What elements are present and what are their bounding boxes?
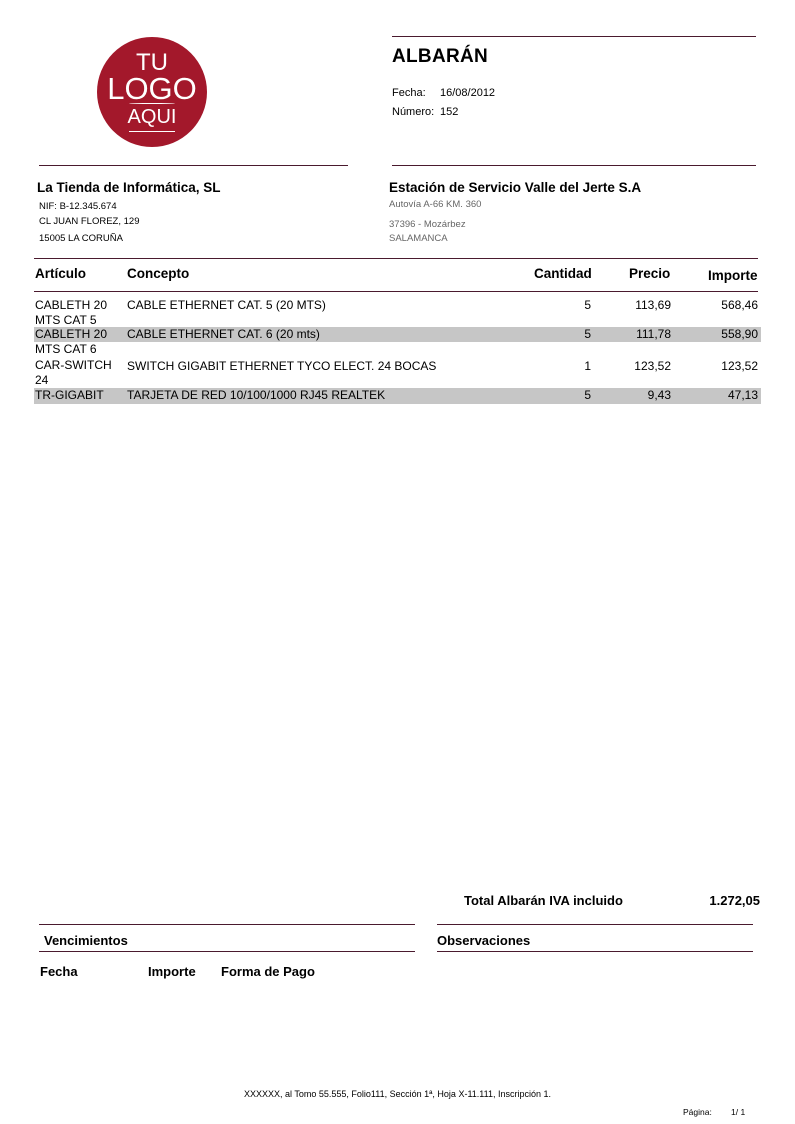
- col-header-cantidad: Cantidad: [534, 266, 592, 281]
- cell-concepto: CABLE ETHERNET CAT. 6 (20 mts): [127, 327, 320, 341]
- col-header-concepto: Concepto: [127, 266, 190, 281]
- total-label: Total Albarán IVA incluido: [464, 893, 623, 908]
- seller-name: La Tienda de Informática, SL: [37, 180, 221, 195]
- cell-articulo: CABLETH 20 MTS CAT 5: [35, 298, 108, 327]
- cell-concepto: CABLE ETHERNET CAT. 5 (20 MTS): [127, 298, 326, 312]
- logo-divider-bottom: [129, 131, 175, 132]
- cell-importe: 123,52: [721, 359, 758, 373]
- vencimientos-col-importe: Importe: [148, 964, 196, 979]
- customer-address: Autovía A-66 KM. 360: [389, 199, 482, 210]
- vencimientos-top-rule: [39, 924, 415, 925]
- vencimientos-bottom-rule: [39, 951, 415, 952]
- vencimientos-col-fecha: Fecha: [40, 964, 78, 979]
- company-logo: [97, 37, 207, 147]
- cell-importe: 47,13: [727, 388, 758, 402]
- registry-footer: XXXXXX, al Tomo 55.555, Folio111, Sección 1ª, Hoja X-11.111, Inscripción 1.: [243, 1089, 551, 1099]
- observaciones-top-rule: [437, 924, 753, 925]
- customer-rule: [392, 165, 756, 166]
- number-value: 152: [440, 106, 459, 118]
- col-header-precio: Precio: [629, 266, 671, 281]
- cell-articulo: TR-GIGABIT: [35, 388, 104, 402]
- cell-importe: 568,46: [721, 298, 758, 312]
- col-header-importe: Importe: [708, 268, 758, 283]
- cell-concepto: SWITCH GIGABIT ETHERNET TYCO ELECT. 24 BOCAS: [127, 359, 437, 373]
- cell-precio: 113,69: [635, 298, 671, 312]
- table-header-rule: [34, 291, 758, 292]
- vencimientos-title: Vencimientos: [44, 933, 128, 948]
- total-value: 1.272,05: [709, 893, 760, 908]
- col-header-articulo: Artículo: [35, 266, 87, 281]
- cell-precio: 123,52: [634, 359, 671, 373]
- observaciones-bottom-rule: [437, 951, 753, 952]
- logo-text-line2: LOGO: [107, 71, 197, 106]
- date-value: 16/08/2012: [440, 87, 496, 99]
- table-row: [34, 388, 761, 404]
- observaciones-title: Observaciones: [437, 933, 531, 948]
- cell-cantidad: 5: [584, 327, 591, 341]
- seller-nif: NIF: B-12.345.674: [39, 201, 117, 212]
- cell-precio: 9,43: [647, 388, 671, 402]
- cell-concepto: TARJETA DE RED 10/100/1000 RJ45 REALTEK: [127, 388, 386, 402]
- table-row: [34, 327, 761, 356]
- seller-address: CL JUAN FLOREZ, 129: [39, 216, 140, 227]
- cell-cantidad: 5: [584, 388, 591, 402]
- cell-articulo: CAR-SWITCH 24: [35, 358, 112, 387]
- cell-cantidad: 1: [584, 359, 591, 373]
- customer-postal: 37396 - Mozárbez: [389, 219, 466, 230]
- number-label: Número:: [392, 106, 435, 118]
- cell-precio: 111,78: [636, 327, 671, 341]
- document-title: ALBARÁN: [392, 46, 489, 67]
- customer-province: SALAMANCA: [389, 233, 448, 244]
- items-table-body: [34, 297, 761, 404]
- page-label: Página:: [683, 1107, 712, 1117]
- logo-text-line1: TU: [136, 49, 168, 76]
- customer-name: Estación de Servicio Valle del Jerte S.A: [389, 180, 642, 195]
- table-top-rule: [34, 258, 758, 259]
- table-row: [34, 297, 761, 327]
- seller-rule: [39, 165, 348, 166]
- cell-articulo: CABLETH 20 MTS CAT 6: [35, 327, 108, 356]
- header-rule: [392, 36, 756, 37]
- page-number: 1/ 1: [731, 1107, 746, 1117]
- logo-text-line3: AQUI: [127, 106, 177, 128]
- cell-cantidad: 5: [584, 298, 591, 312]
- seller-city: 15005 LA CORUÑA: [39, 233, 123, 244]
- vencimientos-col-forma-pago: Forma de Pago: [221, 964, 315, 979]
- cell-importe: 558,90: [721, 327, 758, 341]
- date-label: Fecha:: [392, 87, 426, 99]
- table-row: [34, 342, 761, 388]
